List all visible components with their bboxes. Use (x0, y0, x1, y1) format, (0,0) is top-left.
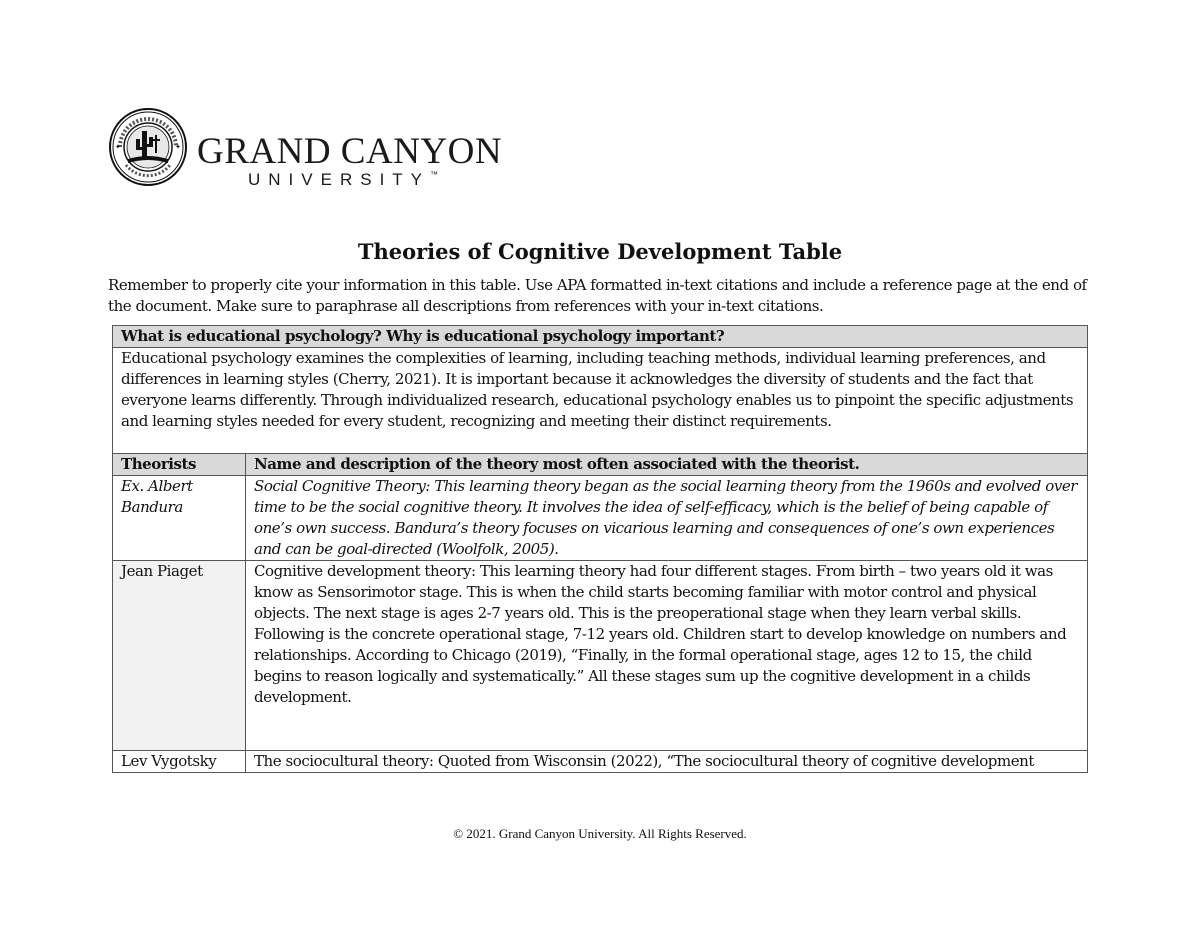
table-row (113, 476, 1088, 561)
copyright-footer: © 2021. Grand Canyon University. All Rights Reserved. (453, 826, 747, 841)
question-header: What is educational psychology? Why is educational psychology important? (113, 326, 1088, 348)
description-column-header: Name and description of the theory most often associated with the theorist. (246, 454, 1088, 476)
column-header-row (113, 454, 1088, 476)
table-row (113, 751, 1088, 773)
intro-paragraph: Remember to properly cite your information in this table. Use APA formatted in-text citations and include a reference page at the end of the document. Make sure to paraphrase all descriptions from references with your in-text citations. (108, 276, 1087, 315)
svg-text:✦: ✦ (175, 143, 181, 151)
trademark-symbol: ™ (430, 170, 439, 179)
question-answer: Educational psychology examines the complexities of learning, including teaching methods, individual learning preferences, and differences in learning styles (Cherry, 2021). It is important because it acknowledges the diversity of students and the fact that everyone learns differently. Through individualized research, educational psychology enables us to pinpoint the specific adjustments and learning styles needed for every student, recognizing and meeting their distinct requirements. (113, 348, 1088, 454)
svg-text:✦: ✦ (115, 143, 121, 151)
theories-table (112, 325, 1088, 773)
university-logo (108, 107, 503, 189)
description-cell: Cognitive development theory: This learning theory had four different stages. From birth – two years old it was know as Sensorimotor stage. This is when the child starts becoming familiar with motor control and physical objects. The next stage is ages 2-7 years old. This is the preoperational stage when they learn verbal skills. Following is the concrete operational stage, 7-12 years old. Children start to develop knowledge on numbers and relationships. According to Chicago (2019), “Finally, in the formal operational stage, ages 12 to 15, the child begins to reason logically and systematically.” All these stages sum up the cognitive development in a childs development. (246, 561, 1088, 751)
question-header-row (113, 326, 1088, 348)
question-answer-row (113, 348, 1088, 454)
university-seal-icon (108, 107, 188, 187)
theorists-column-header: Theorists (113, 454, 246, 476)
table-row (113, 561, 1088, 751)
description-cell: Social Cognitive Theory: This learning theory began as the social learning theory from the 1960s and evolved over time to be the social cognitive theory. It involves the idea of self-efficacy, which is the belief of being capable of one’s own success. Bandura’s theory focuses on vicarious learning and consequences of one’s own experiences and can be goal-directed (Woolfolk, 2005). (246, 476, 1088, 561)
logo-name: GRAND CANYON (197, 131, 503, 172)
theorist-cell: Lev Vygotsky (113, 751, 246, 773)
theorist-cell: Jean Piaget (113, 561, 246, 751)
theorist-cell: Ex. Albert Bandura (113, 476, 246, 561)
logo-subname: UNIVERSITY™ (248, 170, 439, 189)
description-cell: The sociocultural theory: Quoted from Wisconsin (2022), “The sociocultural theory of cognitive development (246, 751, 1088, 773)
document-title: Theories of Cognitive Development Table (357, 239, 843, 264)
